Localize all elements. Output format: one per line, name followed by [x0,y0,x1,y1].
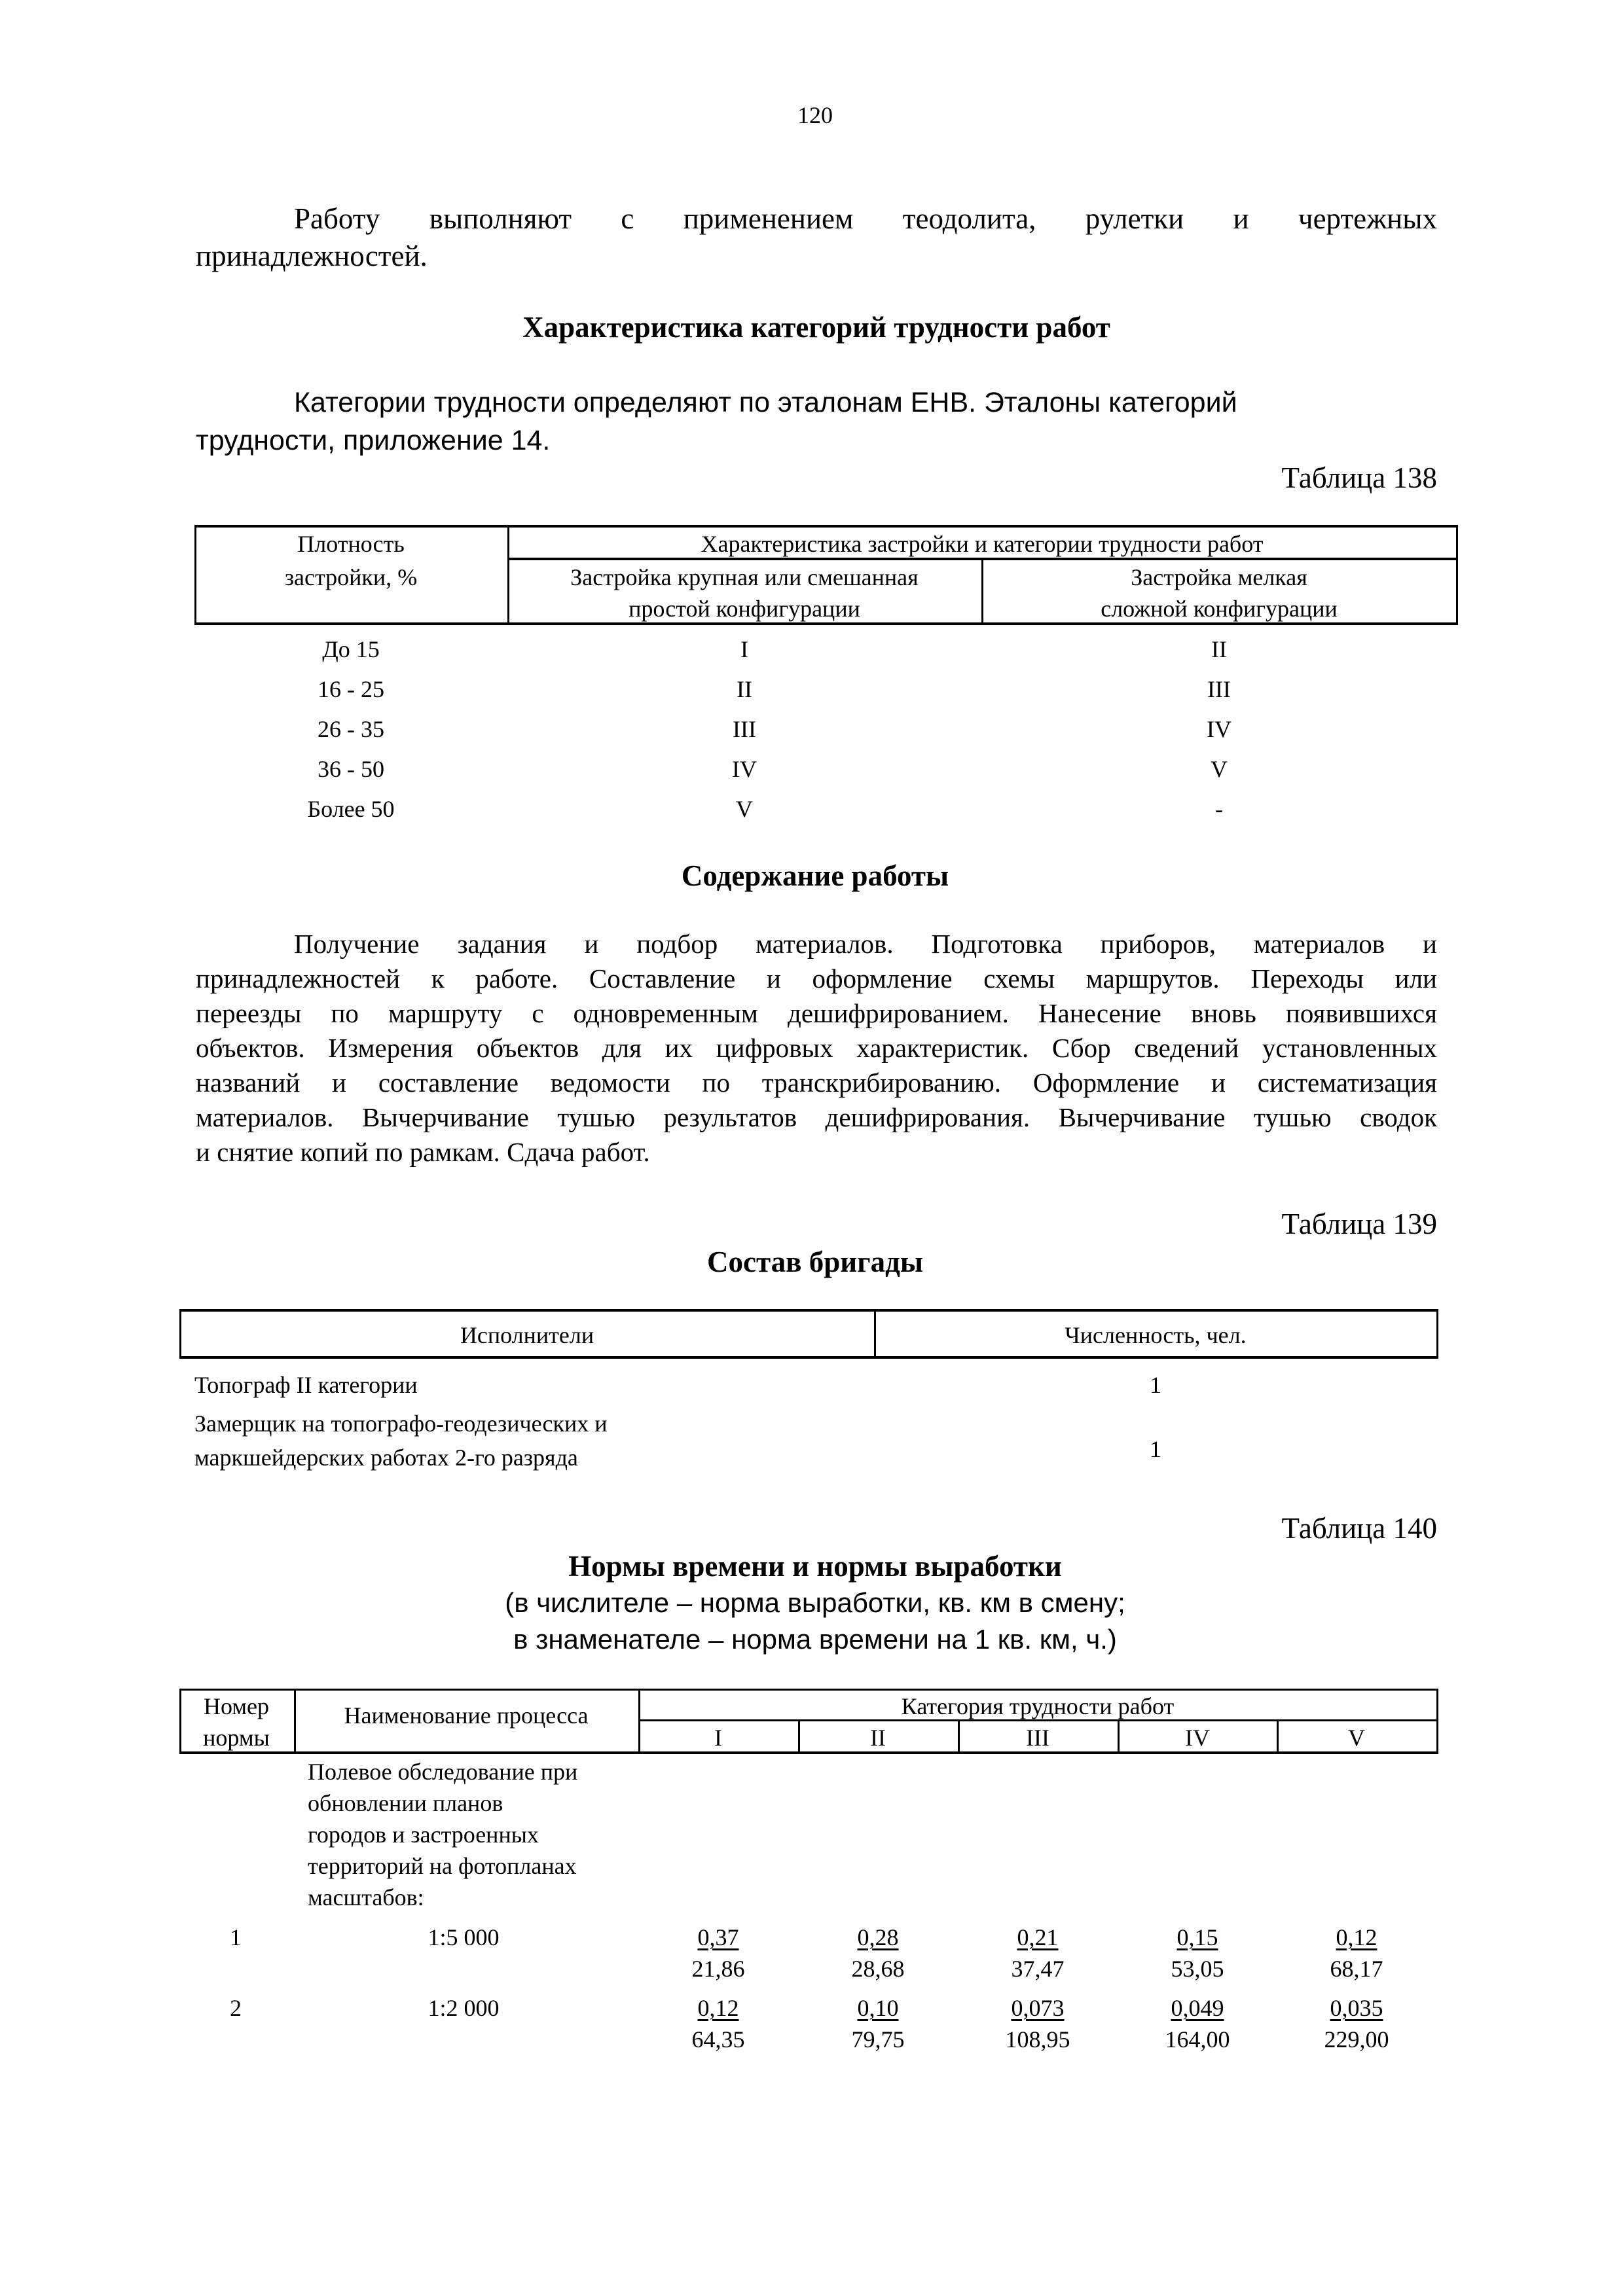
intro-line: Работу выполняют с применением теодолита, рулетки и чертежных [294,202,1437,235]
process-line: территорий на фотопланах [308,1853,577,1879]
table-label: Таблица 139 [1281,1208,1437,1240]
process-line: городов и застроенных [308,1821,539,1848]
category-large-cell: IV [732,756,757,782]
paragraph-line: Получение задания и подбор материалов. Подготовка приборов, материалов и [294,929,1437,959]
performer-count: 1 [1150,1436,1161,1462]
category-large-cell: II [737,676,752,702]
output-norm: 0,28 [857,1924,899,1950]
time-norm: 164,00 [1165,2026,1230,2053]
section-text: трудности, приложение 14. [196,425,551,456]
section-title: Содержание работы [681,859,949,892]
output-norm: 0,37 [697,1924,739,1950]
output-norm: 0,035 [1330,1995,1383,2021]
header-process: Наименование процесса [344,1702,589,1729]
category-large-cell: V [736,796,753,822]
header-performers: Исполнители [460,1322,594,1348]
page-number: 120 [797,102,833,128]
paragraph-line: и снятие копий по рамкам. Сдача работ. [196,1137,650,1167]
header-density: Плотность [297,531,405,557]
paragraph-line: принадлежностей к работе. Составление и оформление схемы маршрутов. Переходы или [196,963,1437,994]
table-label: Таблица 140 [1281,1512,1437,1545]
performer-name: Топограф II категории [194,1372,418,1398]
category-small-cell: II [1211,636,1227,662]
table-subtitle: в знаменателе – норма времени на 1 кв. км, ч.) [513,1624,1117,1655]
time-norm: 229,00 [1324,2026,1389,2053]
density-cell: Более 50 [307,796,395,822]
table-label: Таблица 138 [1281,461,1437,494]
density-cell: 26 - 35 [318,716,384,742]
paragraph-line: названий и составление ведомости по транскрибированию. Оформление и систематизация [196,1067,1437,1098]
time-norm: 108,95 [1005,2026,1070,2053]
category-small-cell: IV [1207,716,1231,742]
category-large-cell: III [733,716,756,742]
density-cell: 36 - 50 [318,756,384,782]
time-norm: 53,05 [1171,1956,1224,1982]
output-norm: 0,21 [1017,1924,1059,1950]
section-title: Характеристика категорий трудности работ [522,311,1110,344]
output-norm: 0,073 [1011,1995,1065,2021]
output-norm: 0,15 [1176,1924,1218,1950]
header-num: нормы [203,1725,270,1751]
header-category-1: I [714,1725,722,1751]
header-category-3: III [1026,1725,1049,1751]
header-density: застройки, % [284,564,418,590]
header-num: Номер [203,1693,270,1719]
time-norm: 79,75 [851,2026,905,2053]
header-group: Характеристика застройки и категории трудности работ [701,531,1264,557]
process-line: масштабов: [308,1884,424,1910]
category-small-cell: - [1215,796,1223,822]
section-text: Категории трудности определяют по эталонам ЕНВ. Эталоны категорий [294,387,1237,418]
paragraph-line: переезды по маршруту с одновременным дешифрированием. Нанесение вновь появившихся [196,998,1437,1028]
performer-name: Замерщик на топографо-геодезических и [194,1410,608,1437]
header-small: сложной конфигурации [1101,596,1338,622]
time-norm: 64,35 [691,2026,745,2053]
time-norm: 28,68 [851,1956,905,1982]
table-title: Нормы времени и нормы выработки [568,1550,1062,1583]
header-category-5: V [1348,1725,1365,1751]
row-scale: 1:5 000 [428,1924,500,1950]
time-norm: 68,17 [1330,1956,1383,1982]
header-large: простой конфигурации [629,596,860,622]
process-line: Полевое обследование при [308,1759,578,1785]
header-category: Категория трудности работ [901,1693,1175,1719]
paragraph-line: объектов. Измерения объектов для их цифровых характеристик. Сбор сведений установленных [196,1033,1437,1063]
intro-line: принадлежностей. [196,240,428,272]
output-norm: 0,10 [857,1995,899,2021]
row-scale: 1:2 000 [428,1995,500,2021]
paragraph-line: материалов. Вычерчивание тушью результатов дешифрирования. Вычерчивание тушью сводок [196,1102,1437,1132]
time-norm: 37,47 [1011,1956,1065,1982]
header-category-2: II [870,1725,886,1751]
header-large: Застройка крупная или смешанная [570,564,919,590]
output-norm: 0,12 [697,1995,739,2021]
process-line: обновлении планов [308,1790,503,1816]
time-norm: 21,86 [691,1956,745,1982]
header-category-4: IV [1185,1725,1210,1751]
header-small: Застройка мелкая [1131,564,1307,590]
output-norm: 0,12 [1336,1924,1377,1950]
row-number: 1 [230,1924,242,1950]
performer-name: маркшейдерских работах 2-го разряда [194,1444,578,1471]
header-count: Численность, чел. [1065,1322,1247,1348]
row-number: 2 [230,1995,242,2021]
table-subtitle: (в числителе – норма выработки, кв. км в смену; [505,1587,1125,1618]
category-small-cell: V [1211,756,1228,782]
table-title: Состав бригады [707,1246,923,1278]
performer-count: 1 [1150,1372,1161,1398]
density-cell: До 15 [322,636,380,662]
category-small-cell: III [1207,676,1231,702]
output-norm: 0,049 [1171,1995,1224,2021]
category-large-cell: I [740,636,748,662]
density-cell: 16 - 25 [318,676,384,702]
